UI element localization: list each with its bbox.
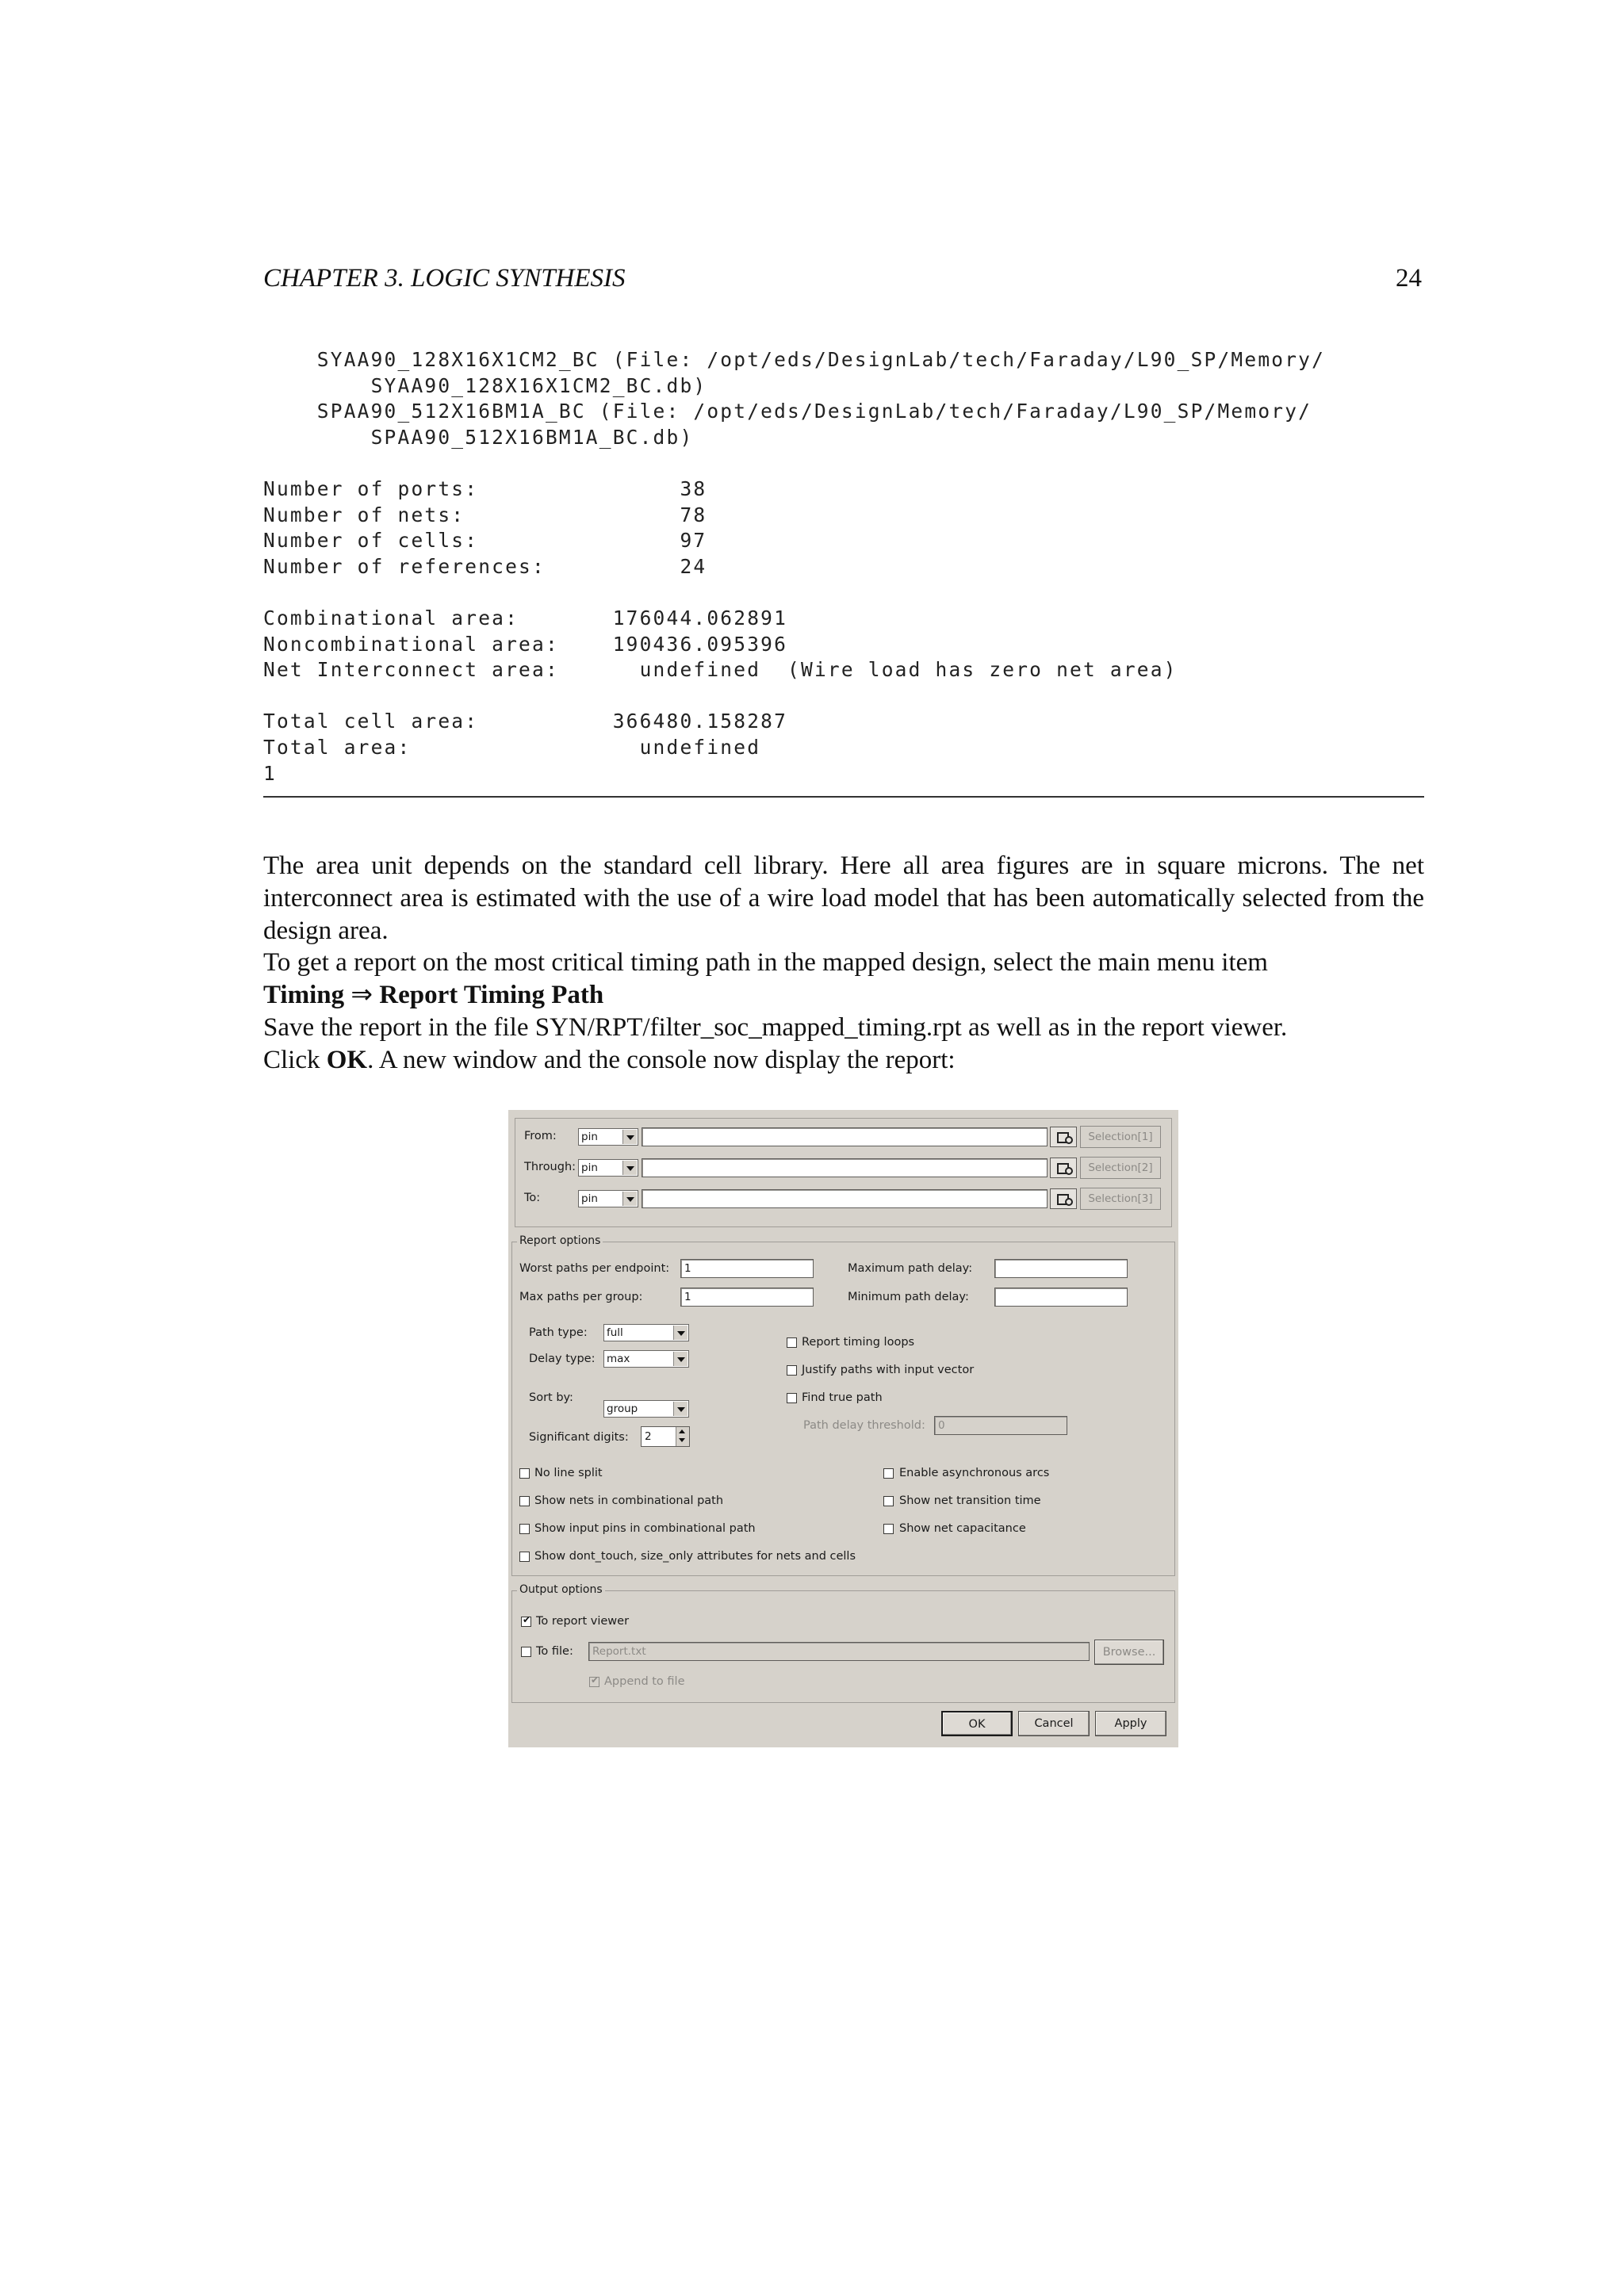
- find-true-path-label: Find true path: [802, 1391, 883, 1404]
- area-unit-paragraph: The area unit depends on the standard cell library. Here all area figures are in square microns. The net interconnect area is estimated with the use of a wire load model that has been automatically selected from the design area.: [263, 851, 1424, 945]
- save-instruction-line: Save the report in the file SYN/RPT/filter_soc_mapped_timing.rpt as well as in the report viewer.: [263, 1013, 1288, 1042]
- code-line: Number of nets: 78: [263, 503, 707, 526]
- show-dont-touch-label: Show dont_touch, size_only attributes for nets and cells: [534, 1550, 856, 1563]
- path-type-value: full: [607, 1326, 623, 1339]
- no-line-split-label: No line split: [534, 1467, 603, 1479]
- code-line: Net Interconnect area: undefined (Wire load has zero net area): [263, 658, 1178, 682]
- chevron-down-icon: [622, 1130, 637, 1144]
- selection-3-button[interactable]: Selection[3]: [1080, 1188, 1161, 1210]
- enable-async-checkbox[interactable]: [883, 1468, 894, 1479]
- cancel-button[interactable]: Cancel: [1018, 1711, 1090, 1736]
- justify-paths-checkbox[interactable]: [787, 1365, 797, 1376]
- code-line: Number of ports: 38: [263, 476, 707, 500]
- to-report-viewer-checkbox[interactable]: [521, 1617, 531, 1627]
- through-pick-icon[interactable]: [1050, 1158, 1077, 1178]
- show-net-capacitance-label: Show net capacitance: [899, 1522, 1026, 1535]
- through-type-select[interactable]: [578, 1159, 638, 1177]
- code-line: SYAA90_128X16X1CM2_BC.db): [263, 373, 707, 397]
- to-type-select[interactable]: [578, 1190, 638, 1207]
- click-ok-line: [263, 1044, 956, 1077]
- to-report-viewer-label: To report viewer: [536, 1615, 630, 1628]
- max-path-delay-input[interactable]: [994, 1259, 1128, 1278]
- append-to-file-label: Append to file: [604, 1675, 685, 1688]
- path-delay-threshold-label: Path delay threshold:: [803, 1419, 925, 1432]
- output-file-input[interactable]: Report.txt: [588, 1642, 1090, 1661]
- code-line: Number of references: 24: [263, 554, 707, 578]
- to-file-checkbox[interactable]: [521, 1647, 531, 1657]
- click-prefix: Click: [263, 1046, 327, 1074]
- report-timing-loops-checkbox[interactable]: [787, 1337, 797, 1348]
- code-line: Number of cells: 97: [263, 529, 707, 553]
- through-type-value: pin: [581, 1161, 598, 1174]
- no-line-split-checkbox[interactable]: [519, 1468, 530, 1479]
- show-input-pins-checkbox[interactable]: [519, 1524, 530, 1534]
- code-line: Combinational area: 176044.062891: [263, 606, 788, 629]
- code-line: 1: [263, 761, 277, 785]
- worst-paths-input[interactable]: 1: [680, 1259, 814, 1278]
- page-number: 24: [1396, 264, 1422, 293]
- sort-by-select[interactable]: [603, 1400, 689, 1418]
- delay-type-label: Delay type:: [529, 1353, 596, 1365]
- code-line: Noncombinational area: 190436.095396: [263, 632, 788, 656]
- chevron-down-icon: [673, 1352, 688, 1366]
- sig-digits-value: 2: [645, 1430, 652, 1443]
- menu-arrow-icon: ⇒: [350, 981, 373, 1009]
- max-paths-input[interactable]: 1: [680, 1288, 814, 1307]
- to-pick-icon[interactable]: [1050, 1188, 1077, 1209]
- max-path-delay-label: Maximum path delay:: [848, 1262, 973, 1275]
- sort-by-label: Sort by:: [529, 1391, 573, 1404]
- report-options-title: Report options: [517, 1234, 603, 1247]
- sig-digits-spinner[interactable]: [641, 1426, 690, 1447]
- chevron-down-icon: [673, 1402, 688, 1416]
- browse-button[interactable]: Browse...: [1094, 1640, 1164, 1665]
- selection-2-button[interactable]: Selection[2]: [1080, 1157, 1161, 1179]
- max-paths-label: Max paths per group:: [519, 1291, 643, 1303]
- code-line: Total area: undefined: [263, 735, 761, 759]
- code-line: [263, 580, 1325, 606]
- code-line: SYAA90_128X16X1CM2_BC (File: /opt/eds/DesignLab/tech/Faraday/L90_SP/Memory/: [263, 348, 1326, 371]
- to-label: To:: [524, 1192, 541, 1204]
- code-line: SPAA90_512X16BM1A_BC.db): [263, 425, 694, 449]
- sort-by-value: group: [607, 1402, 638, 1415]
- show-dont-touch-checkbox[interactable]: [519, 1552, 530, 1562]
- min-path-delay-input[interactable]: [994, 1288, 1128, 1307]
- show-input-pins-label: Show input pins in combinational path: [534, 1522, 756, 1535]
- show-net-transition-label: Show net transition time: [899, 1494, 1041, 1507]
- min-path-delay-label: Minimum path delay:: [848, 1291, 969, 1303]
- chevron-down-icon: [673, 1326, 688, 1340]
- from-input[interactable]: [642, 1127, 1048, 1146]
- show-nets-label: Show nets in combinational path: [534, 1494, 724, 1507]
- worst-paths-label: Worst paths per endpoint:: [519, 1262, 670, 1275]
- ok-button[interactable]: OK: [941, 1711, 1013, 1736]
- from-pick-icon[interactable]: [1050, 1127, 1077, 1147]
- justify-paths-label: Justify paths with input vector: [802, 1364, 975, 1376]
- from-type-select[interactable]: [578, 1128, 638, 1146]
- delay-type-value: max: [607, 1353, 630, 1365]
- code-line: [263, 683, 1325, 710]
- path-delay-threshold-input[interactable]: 0: [934, 1416, 1067, 1435]
- apply-button[interactable]: Apply: [1095, 1711, 1166, 1736]
- show-nets-checkbox[interactable]: [519, 1496, 530, 1506]
- code-line: Total cell area: 366480.158287: [263, 710, 788, 733]
- to-type-value: pin: [581, 1192, 598, 1205]
- from-type-value: pin: [581, 1131, 598, 1143]
- output-options-title: Output options: [517, 1583, 605, 1596]
- code-line: [263, 450, 1325, 476]
- path-type-label: Path type:: [529, 1326, 588, 1339]
- path-type-select[interactable]: [603, 1324, 689, 1341]
- to-input[interactable]: [642, 1189, 1048, 1208]
- chapter-heading: CHAPTER 3. LOGIC SYNTHESIS: [263, 264, 626, 293]
- code-line: SPAA90_512X16BM1A_BC (File: /opt/eds/DesignLab/tech/Faraday/L90_SP/Memory/: [263, 400, 1312, 423]
- click-ok-word: OK: [326, 1046, 368, 1074]
- spinner-arrows-icon[interactable]: [676, 1427, 689, 1446]
- delay-type-select[interactable]: [603, 1350, 689, 1368]
- report-timing-dialog: [508, 1110, 1178, 1747]
- find-true-path-checkbox[interactable]: [787, 1393, 797, 1403]
- report-timing-loops-label: Report timing loops: [802, 1336, 915, 1349]
- chevron-down-icon: [622, 1161, 637, 1175]
- sig-digits-label: Significant digits:: [529, 1431, 629, 1444]
- area-report-listing: [263, 347, 1325, 786]
- menu-item-timing: Timing: [263, 981, 345, 1009]
- chevron-down-icon: [622, 1192, 637, 1206]
- through-input[interactable]: [642, 1158, 1048, 1177]
- timing-intro-line: To get a report on the most critical timing path in the mapped design, select the main menu item: [263, 948, 1268, 977]
- menu-path-line: [263, 979, 603, 1012]
- append-to-file-checkbox[interactable]: [589, 1677, 599, 1687]
- click-suffix: . A new window and the console now display the report:: [367, 1046, 956, 1074]
- show-net-capacitance-checkbox[interactable]: [883, 1524, 894, 1534]
- show-net-transition-checkbox[interactable]: [883, 1496, 894, 1506]
- through-label: Through:: [524, 1161, 576, 1173]
- menu-item-report-timing-path: Report Timing Path: [379, 981, 604, 1009]
- selection-1-button[interactable]: Selection[1]: [1080, 1126, 1161, 1148]
- to-file-label: To file:: [536, 1645, 573, 1658]
- listing-divider: [263, 796, 1424, 798]
- enable-async-label: Enable asynchronous arcs: [899, 1467, 1050, 1479]
- from-label: From:: [524, 1130, 557, 1142]
